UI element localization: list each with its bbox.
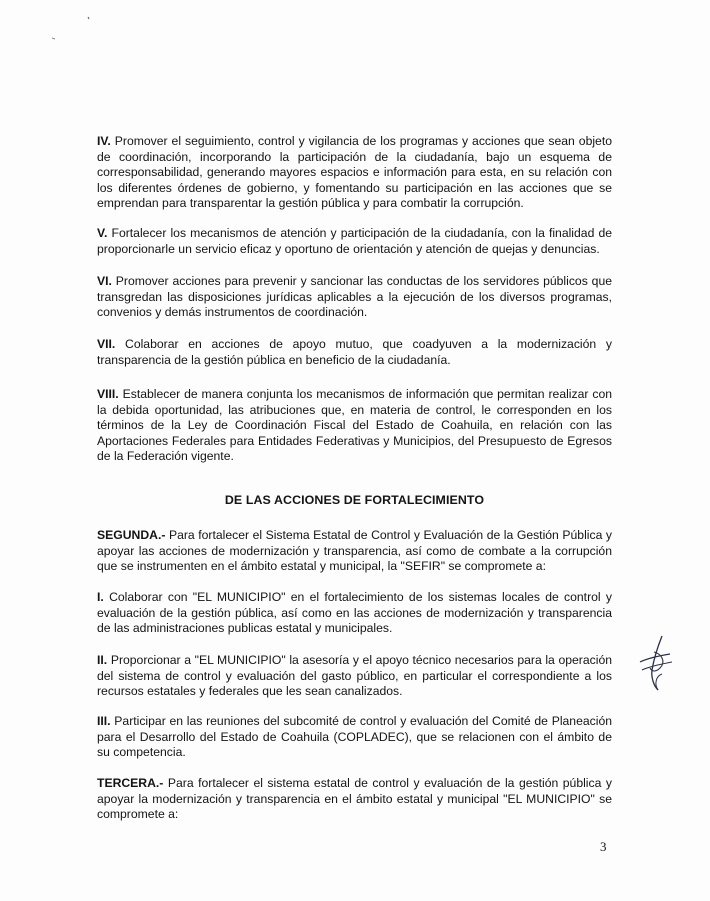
paragraph-label: SEGUNDA.- [97, 528, 166, 542]
paragraph-label: V. [97, 226, 108, 240]
paragraph-iv [97, 134, 612, 212]
paragraph-segunda-i [97, 590, 612, 637]
paragraph-label: TERCERA.- [97, 776, 164, 790]
paragraph-text: Establecer de manera conjunta los mecanismos de información que permitan realizar con la debida oportunidad, las atribuciones que, en materia de control, le corresponden en los términos de la Ley de Coordinación Fiscal del Estado de Coahuila, en relación con las Aportaciones Federales para Entidades Federativas y Municipios, del Presupuesto de Egresos de la Federación vigente. [97, 387, 612, 464]
paragraph-text: Promover acciones para prevenir y sancionar las conductas de los servidores públicos que transgredan las disposiciones jurídicas aplicables a la ejecución de los diversos programas, convenios y demás instrumentos de coordinación. [97, 274, 612, 320]
paragraph-label: IV. [97, 134, 111, 148]
paragraph-text: Promover el seguimiento, control y vigilancia de los programas y acciones que sean objeto de coordinación, incorporando la participación de la ciudadanía, bajo un esquema de corresponsabilidad, generando mayores espacios e información para esta, en su relación con los diferentes órdenes de gobierno, y fomentando su participación en las acciones que se emprendan para transparentar la gestión pública y para combatir la corrupción. [97, 134, 612, 211]
handwritten-initials-mark [632, 632, 680, 694]
page-number: 3 [600, 839, 607, 854]
paragraph-v [97, 226, 612, 257]
paragraph-text: Participar en las reuniones del subcomité de control y evaluación del Comité de Planeación para el Desarrollo del Estado de Coahuila (COPLADEC), que se relacionen con el ámbito de su competencia. [97, 714, 612, 760]
paragraph-label: II. [97, 653, 108, 667]
paragraph-viii [97, 387, 612, 465]
section-heading: DE LAS ACCIONES DE FORTALECIMIENTO [224, 493, 485, 507]
paragraph-text: Colaborar en acciones de apoyo mutuo, que coadyuven a la modernización y transparencia de la gestión pública en beneficio de la ciudadanía. [97, 337, 612, 367]
paragraph-label: III. [97, 714, 111, 728]
paragraph-tercera [97, 776, 612, 823]
scan-speck-mark [44, 14, 104, 44]
paragraph-label: VII. [97, 337, 116, 351]
paragraph-segunda-ii [97, 653, 612, 700]
paragraph-segunda [97, 528, 612, 575]
paragraph-text: Fortalecer los mecanismos de atención y participación de la ciudadanía, con la finalidad de proporcionarle un servicio eficaz y oportuno de orientación y atención de quejas y denuncias. [97, 226, 613, 256]
paragraph-label: VIII. [97, 387, 119, 401]
paragraph-text: Para fortalecer el Sistema Estatal de Control y Evaluación de la Gestión Pública y apoyar las acciones de modernización y transparencia, así como de combate a la corrupción que se instrumenten en el ámbito estatal y municipal, la "SEFIR" se compromete a: [97, 528, 612, 574]
paragraph-text: Colaborar con "EL MUNICIPIO" en el fortalecimiento de los sistemas locales de control y evaluación de la gestión pública, así como en las acciones de modernización y transparencia de las administraciones publicas estatal y municipales. [97, 590, 612, 636]
paragraph-text: Para fortalecer el sistema estatal de control y evaluación de la gestión pública y apoyar la modernización y transparencia en el ámbito estatal y municipal "EL MUNICIPIO" se compromete a: [97, 776, 612, 822]
paragraph-label: VI. [97, 274, 112, 288]
paragraph-vii [97, 337, 612, 368]
paragraph-text: Proporcionar a "EL MUNICIPIO" la asesoría y el apoyo técnico necesarios para la operación del sistema de control y evaluación del gasto público, en particular el correspondiente a los recursos estatales y federales que les sean canalizados. [97, 653, 612, 699]
paragraph-vi [97, 274, 612, 321]
paragraph-segunda-iii [97, 714, 612, 761]
paragraph-label: I. [97, 590, 104, 604]
